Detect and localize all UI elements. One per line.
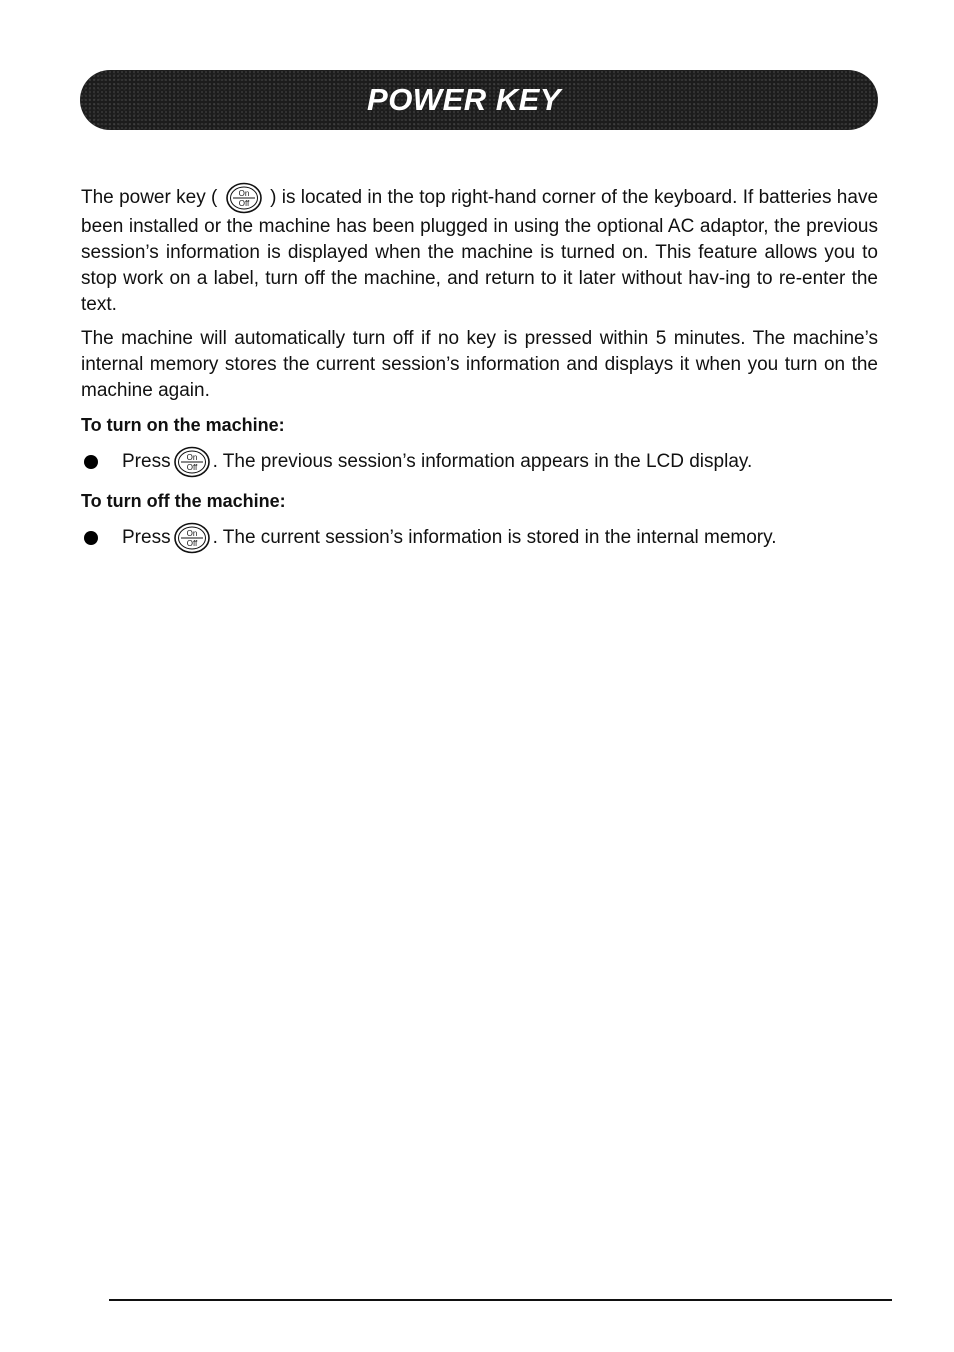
footer-divider <box>109 1299 892 1301</box>
svg-text:On: On <box>238 189 250 198</box>
bullet-icon <box>84 455 98 469</box>
svg-text:On: On <box>186 453 197 462</box>
press-label: Press <box>122 451 171 472</box>
turn-on-step <box>81 444 878 480</box>
auto-off-paragraph: The machine will automatically turn off if no key is pressed within 5 minutes. The machine’s internal memory stores the current session’s information and displays it when you turn on the machine again. <box>81 328 878 401</box>
bullet-icon <box>84 531 98 545</box>
page-title: POWER KEY <box>367 82 561 117</box>
turn-off-step <box>81 520 878 556</box>
power-key-icon <box>173 522 211 554</box>
svg-text:Off: Off <box>238 199 249 208</box>
svg-text:Off: Off <box>186 539 197 548</box>
turn-on-result: . The previous session’s information appears in the LCD display. <box>212 451 753 472</box>
section-header-banner <box>80 70 878 130</box>
turn-off-heading: To turn off the machine: <box>81 491 286 511</box>
intro-text-start: The power key ( <box>81 187 218 209</box>
intro-text-end: ) is located in the top right-hand corner of the keyboard. If batteries have been installed or the machine has been plugged in using the optional AC adaptor, the previous session’s information is displayed when the machine is turned on. This feature allows you to stop work on a label, turn off the machine, and return to it later without hav-ing to re-enter the text. <box>81 187 879 315</box>
svg-text:On: On <box>186 529 197 538</box>
turn-on-heading: To turn on the machine: <box>81 415 285 435</box>
page-content <box>81 182 878 564</box>
power-key-icon <box>173 446 211 478</box>
power-key-icon <box>225 182 263 214</box>
intro-paragraph <box>81 182 878 318</box>
press-label: Press <box>122 527 171 548</box>
svg-text:Off: Off <box>186 463 197 472</box>
turn-off-result: . The current session’s information is stored in the internal memory. <box>212 527 777 548</box>
